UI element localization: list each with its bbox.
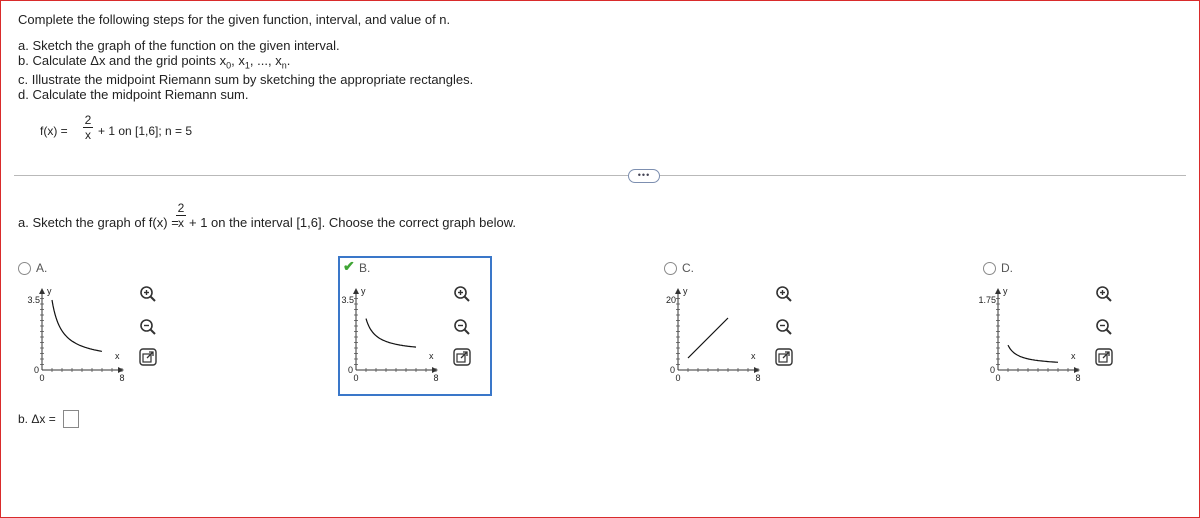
function-curve <box>366 319 416 348</box>
y-axis-arrow <box>39 288 45 294</box>
choice-label[interactable]: D. <box>1001 261 1013 275</box>
zoom-in-icon[interactable] <box>1095 285 1113 303</box>
choice-graph[interactable] <box>24 282 124 382</box>
choice-label[interactable]: B. <box>359 261 371 275</box>
x-max-tick-label: 8 <box>433 373 439 383</box>
y-max-tick-label: 3.5 <box>27 295 40 305</box>
x-axis-label: x <box>1071 351 1076 361</box>
question-a-rest: + 1 on the interval [1,6]. Choose the correct graph below. <box>189 215 517 230</box>
open-new-window-icon[interactable] <box>1095 348 1113 366</box>
function-curve <box>52 300 102 351</box>
instruction-step-b: b. Calculate Δx and the grid points $x_0$, $x_1$, ..., $x_n$. <box>18 53 291 71</box>
more-options-button[interactable]: ••• <box>628 169 660 183</box>
y-origin-label: 0 <box>669 365 675 375</box>
function-fraction: 2 x <box>84 113 92 142</box>
open-new-window-icon[interactable] <box>775 348 793 366</box>
instruction-step-a: a. Sketch the graph of the function on the given interval. <box>18 38 340 53</box>
x-max-tick-label: 8 <box>755 373 761 383</box>
y-axis-arrow <box>675 288 681 294</box>
y-axis-label: y <box>683 286 688 296</box>
zoom-out-icon[interactable] <box>1095 318 1113 336</box>
y-max-tick-label: 3.5 <box>341 295 354 305</box>
x-max-tick-label: 8 <box>1075 373 1081 383</box>
choice-graph[interactable] <box>980 282 1080 382</box>
instruction-step-c: c. Illustrate the midpoint Riemann sum by sketching the appropriate rectangles. <box>18 72 474 87</box>
zoom-in-icon[interactable] <box>453 285 471 303</box>
y-max-tick-label: 20 <box>665 295 676 305</box>
y-origin-label: 0 <box>347 365 353 375</box>
x-axis-label: x <box>429 351 434 361</box>
x-origin-label: 0 <box>353 373 359 383</box>
function-curve <box>1008 345 1058 362</box>
zoom-out-icon[interactable] <box>139 318 157 336</box>
instructions-intro: Complete the following steps for the given function, interval, and value of n. <box>18 12 451 27</box>
y-axis-arrow <box>995 288 1001 294</box>
section-divider <box>14 175 1186 176</box>
x-axis-label: x <box>115 351 120 361</box>
choice-label[interactable]: A. <box>36 261 48 275</box>
x-origin-label: 0 <box>995 373 1001 383</box>
function-lhs: f(x) = <box>40 124 68 138</box>
choice-graph[interactable] <box>338 282 438 382</box>
y-axis-label: y <box>361 286 366 296</box>
x-origin-label: 0 <box>675 373 681 383</box>
open-new-window-icon[interactable] <box>139 348 157 366</box>
x-max-tick-label: 8 <box>119 373 125 383</box>
y-origin-label: 0 <box>33 365 39 375</box>
y-axis-label: y <box>1003 286 1008 296</box>
choice-radio-d[interactable] <box>983 262 996 275</box>
choice-radio-a[interactable] <box>18 262 31 275</box>
zoom-out-icon[interactable] <box>775 318 793 336</box>
zoom-out-icon[interactable] <box>453 318 471 336</box>
y-origin-label: 0 <box>989 365 995 375</box>
x-origin-label: 0 <box>39 373 45 383</box>
question-a-prefix: a. Sketch the graph of f(x) = <box>18 215 179 230</box>
y-max-tick-label: 1.75 <box>978 295 996 305</box>
open-new-window-icon[interactable] <box>453 348 471 366</box>
function-rest: + 1 on [1,6]; n = 5 <box>98 124 193 138</box>
function-curve <box>688 318 728 358</box>
y-axis-arrow <box>353 288 359 294</box>
choice-radio-c[interactable] <box>664 262 677 275</box>
instruction-step-d: d. Calculate the midpoint Riemann sum. <box>18 87 249 102</box>
delta-x-answer-input[interactable] <box>63 410 79 428</box>
choice-graph[interactable] <box>660 282 760 382</box>
y-axis-label: y <box>47 286 52 296</box>
correct-check-icon: ✔ <box>343 258 355 274</box>
x-axis-label: x <box>751 351 756 361</box>
choice-label[interactable]: C. <box>682 261 694 275</box>
zoom-in-icon[interactable] <box>139 285 157 303</box>
zoom-in-icon[interactable] <box>775 285 793 303</box>
question-a-fraction: 2 x <box>177 201 185 230</box>
question-b-label: b. Δx = <box>18 412 56 426</box>
